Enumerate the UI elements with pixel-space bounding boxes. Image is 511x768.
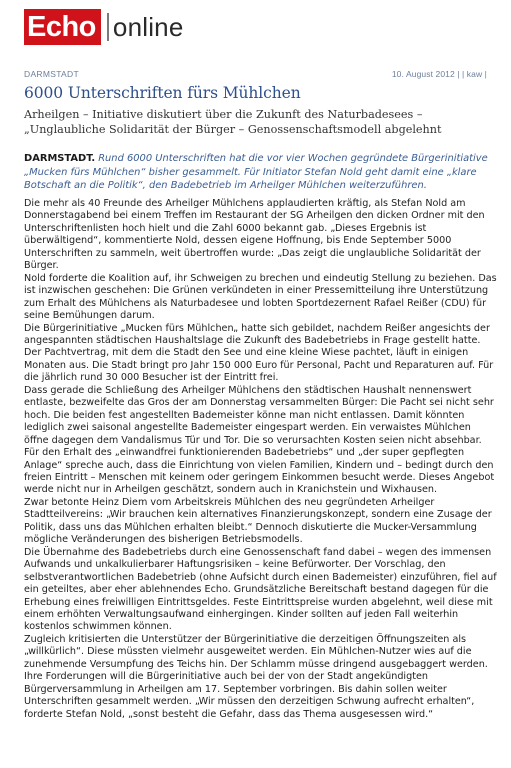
- meta-location: DARMSTADT: [24, 69, 79, 79]
- body-paragraph: Zugleich kritisierten die Unterstützer der Bürgerinitiative die derzeitigen Öffnungszeiten als „willkürlich“. Diese müssten vielmehr ausgeweitet werden. Ein Mühlchen-Nutzer wies auf die zunehmende Versumpfung des Teichs hin. Der Schlamm müsse dringend ausgebaggert werden. Ihre Forderungen will die Bürgerinitiative auch bei der von der Stadt angekündigten Bürgerversammlung in Arheilgen am 17. September vorbringen. Bis dahin sollen weiter Unterschriften gesammelt werden. „Wir müssen den derzeitigen Schwung aufrecht erhalten“, forderte Stefan Nold, „sonst besteht die Gefahr, dass das Thema ausgesessen wird.“: [24, 633, 488, 720]
- body-paragraph: Die mehr als 40 Freunde des Arheilger Mühlchens applaudierten kräftig, als Stefan Nold am Donnerstagabend bei einem Treffen im Restaurant der SG Arheilgen den dicken Ordner mit den Unterschriftenlisten hoch hielt und die Zahl 6000 bekannt gab. „Dieses Ergebnis ist überwältigend“, kommentierte Nold, dessen eigene Hoffnung, bis Ende September 5000 Unterschriften zu sammeln, weit übertroffen wurde: „Das zeigt die unglaubliche Solidarität der Bürger.: [24, 198, 485, 272]
- body-paragraph: Die Übernahme des Badebetriebs durch eine Genossenschaft fand dabei – wegen des immensen Aufwands und unkalkulierbarer Haftungsrisiken – keine Befürworter. Der Vorschlag, den selbstverantwortlichen Badebetrieb (ohne Aufsicht durch einen Bademeister) einzuführen, fiel auf ein geteiltes, aber eher ablehnendes Echo. Grundsätzliche Bereitschaft bestand dagegen für die Erhebung eines freiwilligen Eintrittsgeldes. Feste Eintrittspreise wurden abgelehnt, weil diese mit einem erhöhten Verwaltungsaufwand einhergingen. Kinder sollten auf jeden Fall weiterhin kostenlos schwimmen können.: [24, 546, 497, 633]
- logo-echo-wordmark: Echo: [24, 9, 101, 45]
- body-paragraph: Die Bürgerinitiative „Mucken fürs Mühlchen„ hatte sich gebildet, nachdem Reißer angesichts der angespannten städtischen Haushaltslage die Zukunft des Badebetriebs in Frage gestellt hatte. Der Pachtvertrag, mit dem die Stadt den See und eine kleine Wiese pachtet, läuft in einigen Monaten aus. Die Stadt bringt pro Jahr 150 000 Euro für Personal, Pacht und Reparaturen auf. Für die jährlich rund 30 000 Besucher ist der Eintritt frei.: [24, 322, 494, 384]
- lead-location: DARMSTADT.: [24, 153, 96, 164]
- body-paragraph: Dass gerade die Schließung des Arheilger Mühlchens den städtischen Haushalt nennenswert entlaste, bezweifelte das Gros der am Donnerstag versammelten Bürger: Die Pacht sei nicht sehr hoch. Die beiden fest angestellten Bademeister könne man nicht entlassen. Damit könnten lediglich zwei saisonal angestellte Bademeister eingespart werden. Ein verwaistes Mühlchen öffne dagegen dem Vandalismus Tür und Tor. Die so verursachten Kosten seien nicht absehbar.: [24, 384, 494, 446]
- body-paragraph: Nold forderte die Koalition auf, ihr Schweigen zu brechen und eindeutig Stellung zu beziehen. Das ist inzwischen geschehen: Die Grünen verkündeten in einer Pressemitteilung ihre Unterstützung zum Erhalt des Mühlchens als Naturbadesee und lobten Sportdezernent Rafael Reißer (CDU) für seine Bemühungen darum.: [24, 272, 497, 322]
- echo-online-logo[interactable]: [24, 9, 184, 45]
- article-headline: 6000 Unterschriften fürs Mühlchen: [24, 84, 301, 102]
- article-subheadline: Arheilgen – Initiative diskutiert über die Zukunft des Naturbadesees – „Unglaubliche Solidarität der Bürger – Genossenschaftsmodell abgelehnt: [24, 108, 442, 136]
- article-body: [24, 198, 498, 721]
- logo-divider: [107, 13, 109, 41]
- body-paragraph: Zwar betonte Heinz Diem vom Arbeitskreis Mühlchen des neu gegründeten Arheilger Stadtteilvereins: „Wir brauchen kein alternatives Finanzierungskonzept, sondern eine Zusage der Politik, dass uns das Mühlchen erhalten bleibt.“ Dennoch diskutierte die Mucker-Versammlung mögliche Veränderungen des bisherigen Betriebsmodells.: [24, 496, 492, 546]
- meta-date-author: 10. August 2012 | | kaw |: [391, 69, 487, 79]
- article-lead: [24, 152, 494, 193]
- logo-online-wordmark: online: [112, 12, 184, 42]
- body-paragraph: Für den Erhalt des „einwandfrei funktionierenden Badebetriebs“ und „der super gepflegten Anlage“ spreche auch, dass die Einrichtung von vielen Familien, Kindern und – bedingt durch den freien Eintritt – Menschen mit keinem oder geringem Einkommen besucht werde. Dieses Angebot werde nicht nur in Arheilgen geschätzt, sondern auch in Kranichstein und Wixhausen.: [24, 447, 495, 496]
- lead-text: Rund 6000 Unterschriften hat die vor vier Wochen gegründete Bürgerinitiative „Mucken fürs Mühlchen“ bisher gesammelt. Für Initiator Stefan Nold geht damit eine „klare Botschaft an die Politik“, den Badebetrieb im Arheilger Mühlchen weiterzuführen.: [24, 153, 488, 192]
